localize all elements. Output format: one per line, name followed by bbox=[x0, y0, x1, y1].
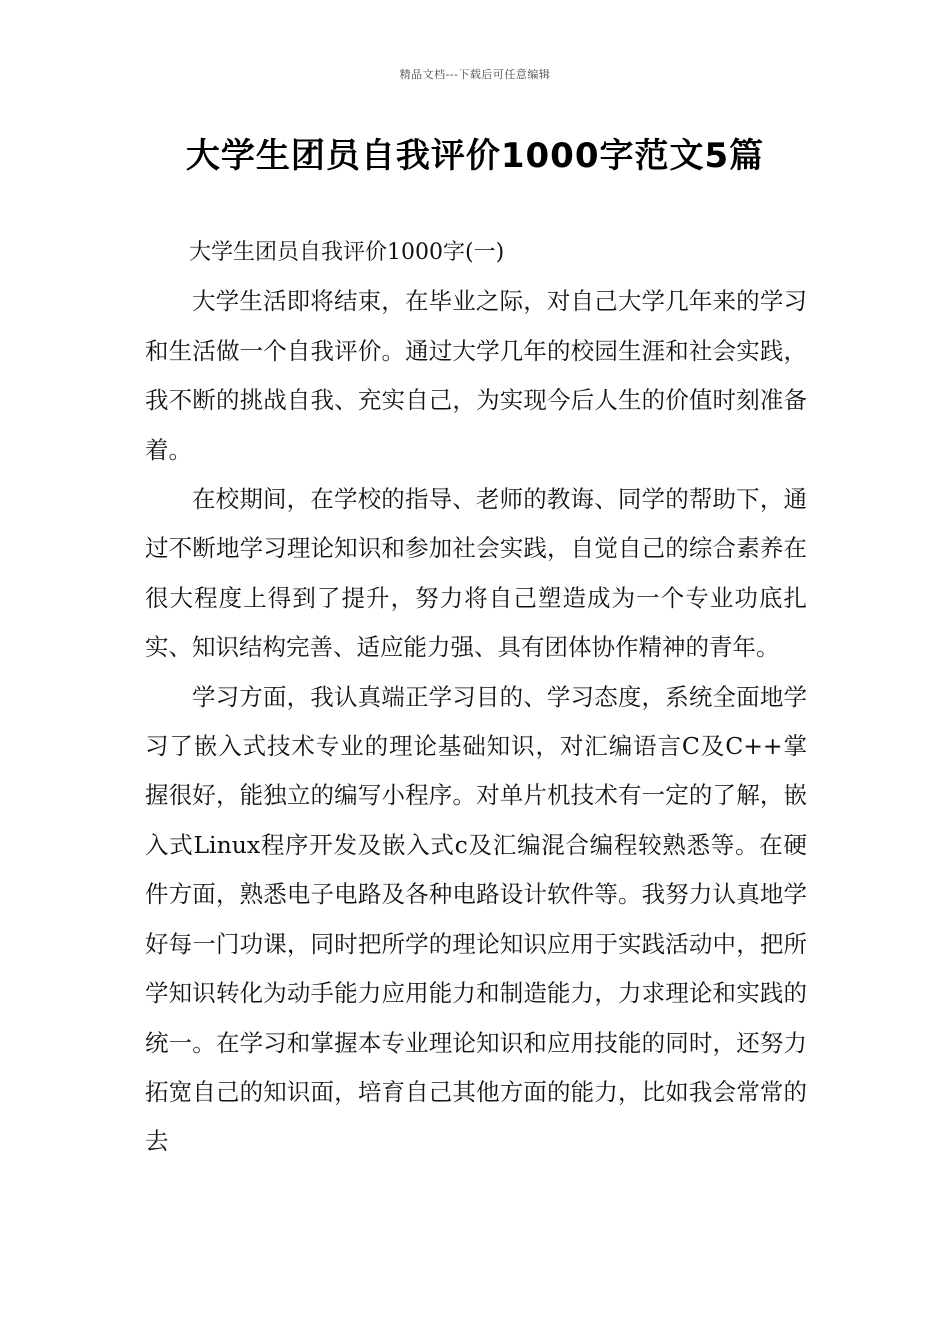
paragraph-2: 在校期间，在学校的指导、老师的教诲、同学的帮助下，通过不断地学习理论知识和参加社会实践，自觉自己的综合素养在很大程度上得到了提升，努力将自己塑造成为一个专业功底扎实、知识结构完善、适应能力强、具有团体协作精神的青年。 bbox=[145, 485, 807, 662]
document-body bbox=[145, 228, 807, 1167]
document-title: 大学生团员自我评价1000字范文5篇 bbox=[185, 136, 765, 176]
section-heading: 大学生团员自我评价1000字(一) bbox=[189, 240, 505, 265]
paragraph-3: 学习方面，我认真端正学习目的、学习态度，系统全面地学习了嵌入式技术专业的理论基础知识，对汇编语言C及C++掌握很好，能独立的编写小程序。对单片机技术有一定的了解，嵌入式Linux程序开发及嵌入式c及汇编混合编程较熟悉等。在硬件方面，熟悉电子电路及各种电路设计软件等。我努力认真地学好每一门功课，同时把所学的理论知识应用于实践活动中，把所学知识转化为动手能力应用能力和制造能力，力求理论和实践的统一。在学习和掌握本专业理论知识和应用技能的同时，还努力拓宽自己的知识面，培育自己其他方面的能力，比如我会常常的去 bbox=[145, 682, 807, 1156]
header-note: 精品文档---下载后可任意编辑 bbox=[399, 68, 551, 81]
paragraph-1: 大学生活即将结束，在毕业之际，对自己大学几年来的学习和生活做一个自我评价。通过大学几年的校园生涯和社会实践，我不断的挑战自我、充实自己，为实现今后人生的价值时刻准备着。 bbox=[145, 287, 807, 464]
